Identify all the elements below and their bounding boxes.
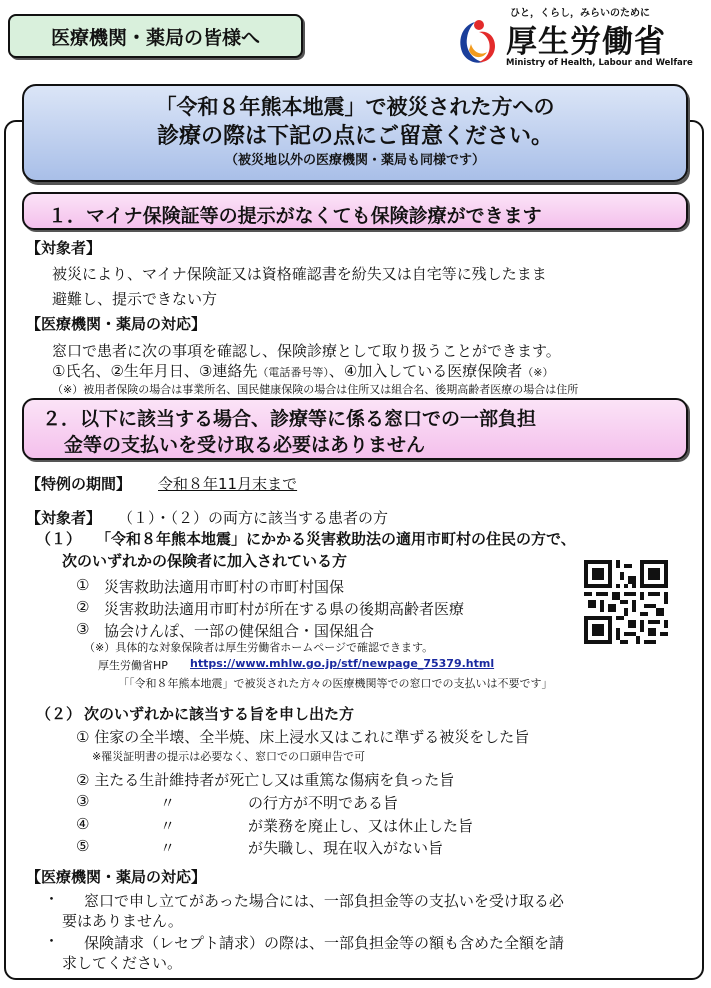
headline-line-3: （被災地以外の医療機関・薬局も同様です） (224, 153, 485, 168)
condition-4: が業務を廃止し、又は休止した旨 (248, 817, 474, 835)
hp-label: 厚生労働省HP (98, 659, 168, 672)
bullet-2: ・ (44, 932, 60, 950)
response-2-line-1: 保険請求（レセプト請求）の際は、一部負担金等の額も含めた全額を請 (84, 934, 565, 952)
section-1-title: １．マイナ保険証等の提示がなくても保険診療ができます (22, 192, 688, 230)
s1-response-line-1: 窓口で患者に次の事項を確認し、保険診療として取り扱うことができます。 (52, 342, 561, 360)
headline-line-1: 「令和８年熊本地震」で被災された方への (155, 95, 555, 119)
condition-2: ② 主たる生計維持者が死亡し又は重篤な傷病を負った旨 (76, 771, 455, 789)
insurer-2-num: ② (76, 598, 90, 616)
insurer-note: （※）具体的な対象保険者は厚生労働省ホームページで確認できます。 (84, 641, 434, 654)
insurer-3-num: ③ (76, 620, 90, 638)
audience-label: 医療機関・薬局の皆様へ (8, 14, 303, 58)
insurer-1: 災害救助法適用市町村の市町村国保 (104, 578, 345, 596)
s1-target-line-1: 被災により、マイナ保険証又は資格確認書を紛失又は自宅等に残したまま (52, 265, 547, 283)
period-value: 令和８年11月末まで (158, 475, 298, 493)
criterion-2-title: 次のいずれかに該当する旨を申し出た方 (84, 705, 355, 723)
criterion-1-line-1: 「令和８年熊本地震」にかかる災害救助法の適用市町村の住民の方で、 (96, 530, 576, 548)
s2-response-label: 【医療機関・薬局の対応】 (26, 868, 207, 886)
s1-target-label: 【対象者】 (26, 239, 102, 257)
ministry-tagline: ひと，くらし，みらいのために (510, 8, 650, 19)
condition-4-ditto: 〃 (160, 817, 176, 835)
hp-link[interactable]: https://www.mhlw.go.jp/stf/newpage_75379.html (190, 657, 495, 670)
s1-items-note-mark: （※） (522, 366, 554, 379)
headline-line-2: 診療の際は下記の点にご留意ください。 (156, 124, 553, 149)
s2-target-text: （１）・（２）の両方に該当する患者の方 (118, 509, 389, 527)
insurer-2: 災害救助法適用市町村が所在する県の後期高齢者医療 (104, 600, 465, 618)
condition-1: ① 住家の全半壊、全半焼、床上浸水又はこれに準ずる被災をした旨 (76, 728, 530, 746)
condition-3-num: ③ (76, 792, 90, 810)
s1-response-label: 【医療機関・薬局の対応】 (26, 315, 207, 333)
section-2-title-line-1: ２．以下に該当する場合、診療等に係る窓口での一部負担 (42, 408, 537, 430)
ministry-name-jp: 厚生労働省 (506, 24, 666, 60)
mhlw-logo-icon (455, 16, 501, 66)
hp-title: 「「令和８年熊本地震」で被災された方々の医療機関等での窓口での支払いは不要です」 (118, 677, 553, 690)
criterion-1-number: （１） (36, 530, 82, 548)
response-2-line-2: 求してください。 (62, 954, 183, 972)
condition-5-ditto: 〃 (160, 839, 176, 857)
s1-required-items (52, 360, 554, 381)
condition-3-ditto: 〃 (160, 794, 176, 812)
condition-3: の行方が不明である旨 (248, 794, 399, 812)
criterion-2-number: （２） (36, 705, 82, 723)
condition-1-note: ※罹災証明書の提示は必要なく、窓口での口頭申告で可 (92, 750, 365, 763)
s2-target-label: 【対象者】 (26, 509, 102, 527)
condition-5: が失職し、現在収入がない旨 (248, 839, 444, 857)
insurer-1-num: ① (76, 576, 90, 594)
qr-code-icon (584, 560, 668, 644)
response-1-line-2: 要はありません。 (62, 912, 183, 930)
section-2-title (22, 398, 688, 460)
s1-note: （※）被用者保険の場合は事業所名、国民健康保険の場合は住所又は組合名、後期高齢者医療の場合は住所 (52, 383, 579, 396)
condition-5-num: ⑤ (76, 837, 90, 855)
s1-target-line-2: 避難し、提示できない方 (52, 290, 218, 308)
ministry-name-en: Ministry of Health, Labour and Welfare (506, 58, 693, 68)
condition-4-num: ④ (76, 815, 90, 833)
insurer-3: 協会けんぽ、一部の健保組合・国保組合 (104, 622, 375, 640)
headline-box (22, 84, 688, 182)
criterion-1-line-2: 次のいずれかの保険者に加入されている方 (62, 552, 348, 570)
response-1-line-1: 窓口で申し立てがあった場合には、一部負担金等の支払いを受け取る必 (84, 892, 564, 910)
s1-items-small: （電話番号等） (257, 366, 329, 379)
s1-items-a: ①氏名、②生年月日、③連絡先 (52, 362, 258, 380)
s1-items-b: 、④加入している医療保険者 (328, 362, 523, 380)
bullet-1: ・ (44, 890, 60, 908)
section-2-title-line-2: 金等の支払いを受け取る必要はありません (64, 434, 426, 456)
period-label: 【特例の期間】 (26, 475, 132, 493)
